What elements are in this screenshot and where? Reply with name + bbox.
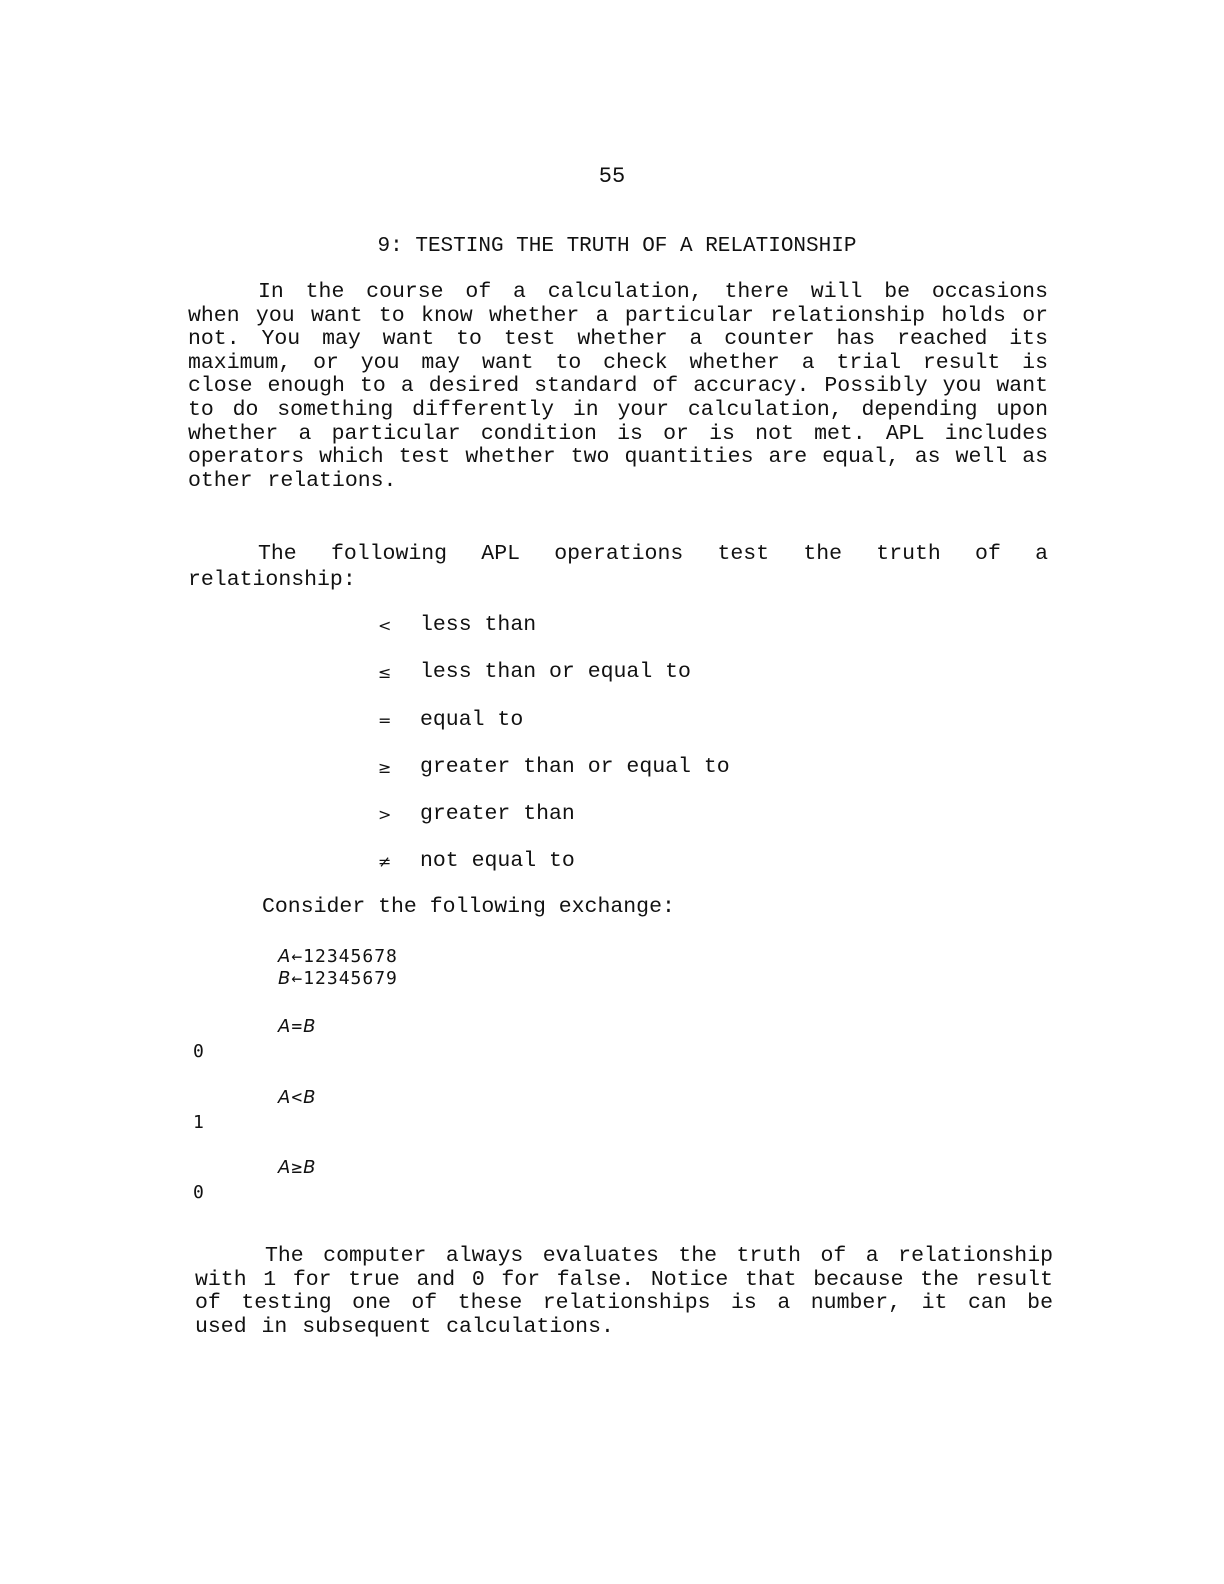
operator-description: less than or equal to: [420, 660, 691, 685]
apl-variable: B: [303, 1157, 317, 1178]
operator-row: [376, 612, 730, 659]
operator-symbol: ≠: [378, 852, 392, 872]
apl-variable: B: [303, 1087, 317, 1108]
apl-result: 0: [193, 1182, 205, 1203]
operator-symbol: ≥: [378, 757, 392, 777]
closing-paragraph: The computer always evaluates the truth of a relationship with 1 for true and 0 for false. Notice that because the result of testing one of these relationships is a number, it can be used in subsequent calculations.: [195, 1244, 1053, 1339]
apl-variable: A: [278, 1157, 292, 1178]
apl-result: 1: [193, 1112, 205, 1133]
apl-variable: B: [303, 1016, 317, 1037]
operator-row: [376, 707, 730, 754]
intro-paragraph: In the course of a calculation, there will be occasions when you want to know whether a particular relationship holds or not. You may want to test whether a counter has reached its maximum, or you may want to check whether a trial result is close enough to a desired standard of accuracy. Possibly you want to do something differently in your calculation, depending upon whether a particular condition is or is not met. APL includes operators which test whether two quantities are equal, as well as other relations.: [188, 280, 1048, 493]
apl-expression: [278, 1157, 317, 1179]
operator-row: [376, 848, 730, 895]
apl-operator: ≥: [291, 1157, 304, 1178]
operator-symbol: >: [378, 805, 392, 825]
apl-value: 12345678: [303, 946, 398, 967]
operator-description: greater than or equal to: [420, 754, 730, 779]
operator-symbol: ≤: [378, 663, 392, 683]
consider-line: Consider the following exchange:: [262, 895, 675, 919]
apl-variable: B: [278, 968, 292, 989]
operator-description: not equal to: [420, 849, 575, 874]
operator-row: [376, 659, 730, 706]
apl-variable: A: [278, 1087, 292, 1108]
operator-description: equal to: [420, 707, 524, 732]
apl-assignment-a: [278, 946, 398, 968]
chapter-title: 9: TESTING THE TRUTH OF A RELATIONSHIP: [377, 235, 857, 258]
operator-symbol: =: [378, 710, 392, 730]
apl-expression: [278, 1016, 317, 1038]
operator-symbol: <: [378, 616, 392, 635]
assign-arrow: ←: [291, 968, 304, 989]
apl-operator: =: [291, 1016, 304, 1037]
apl-expression: [278, 1087, 317, 1109]
apl-operator: <: [291, 1087, 304, 1108]
operator-list: [376, 612, 730, 896]
assign-arrow: ←: [291, 946, 304, 967]
apl-assignment-b: [278, 968, 398, 990]
apl-result: 0: [193, 1041, 205, 1062]
operator-row: [376, 754, 730, 801]
operator-row: [376, 801, 730, 848]
operator-description: less than: [420, 613, 537, 637]
apl-variable: A: [278, 946, 292, 967]
apl-variable: A: [278, 1016, 292, 1037]
operations-intro-paragraph: The following APL operations test the truth of a relationship:: [188, 542, 1048, 592]
apl-value: 12345679: [303, 968, 398, 989]
operator-description: greater than: [420, 802, 575, 827]
page-number: 55: [598, 164, 626, 189]
